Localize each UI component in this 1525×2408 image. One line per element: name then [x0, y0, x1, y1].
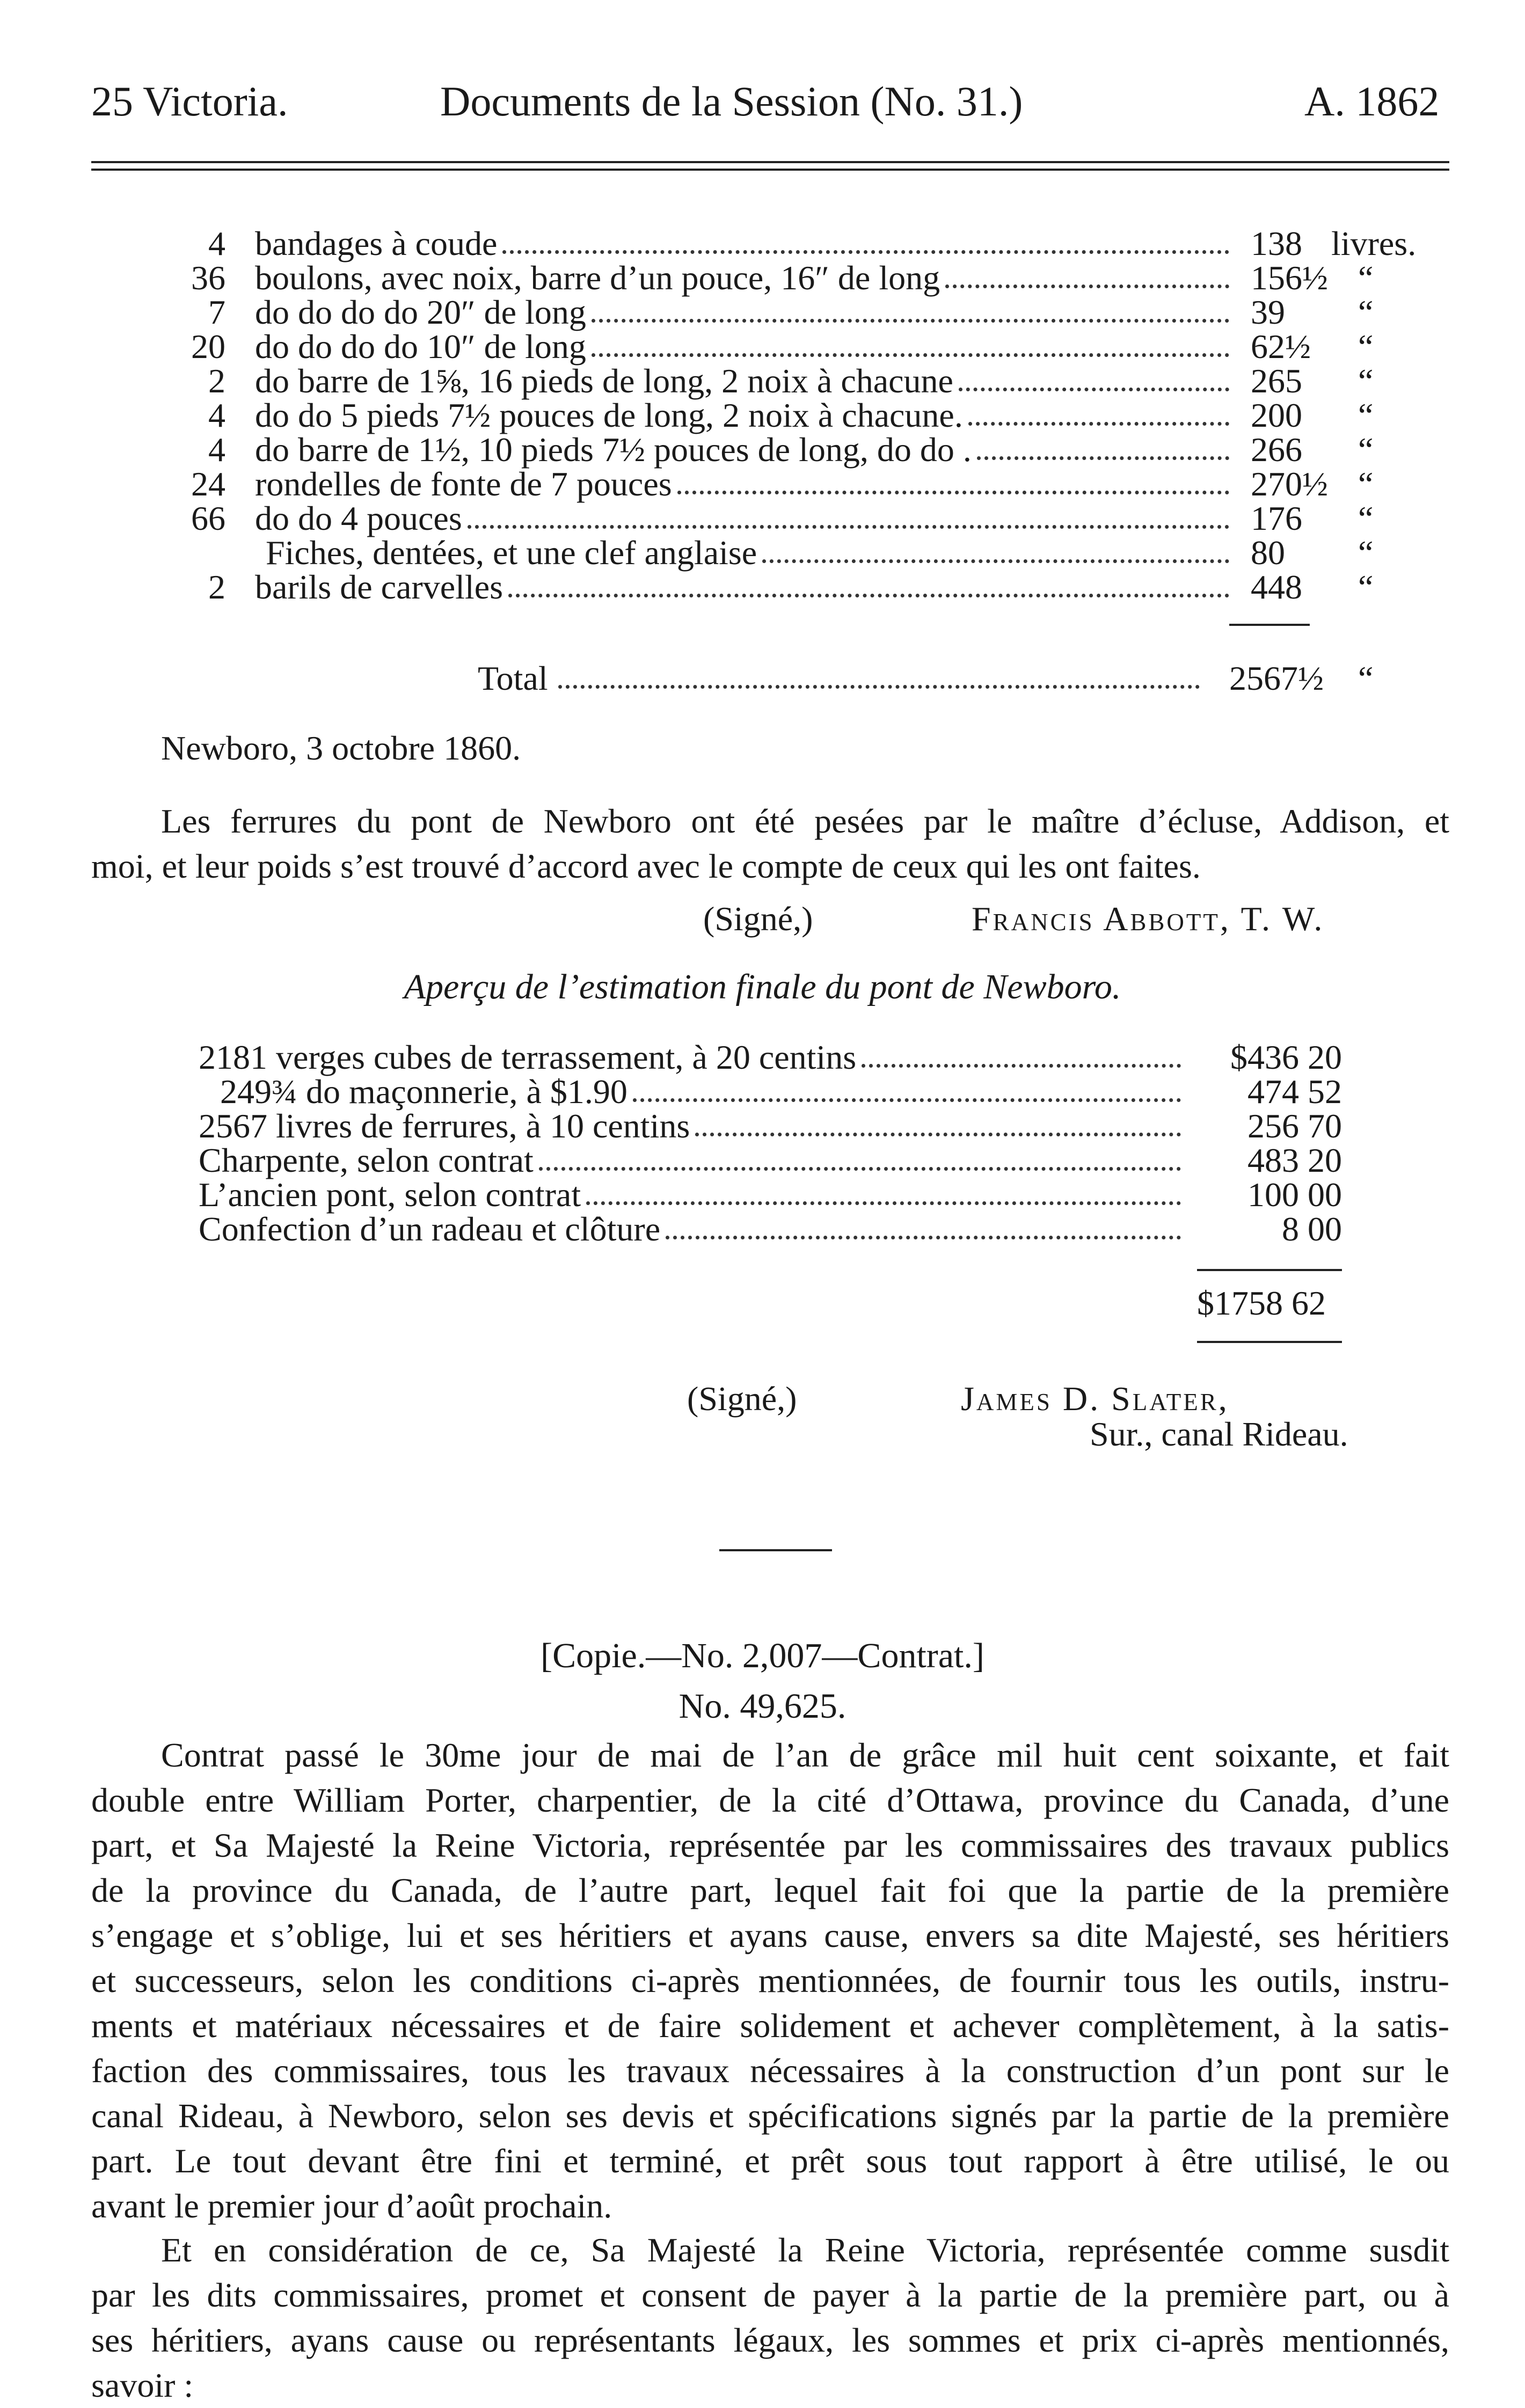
paragraph-line: par les dits commissaires, promet et consent de payer à la partie de la première part, ou à — [91, 2276, 1449, 2314]
item-weight: 200 — [1251, 396, 1302, 434]
item-leader — [762, 559, 1229, 563]
header-center: Documents de la Session (No. 31.) — [440, 78, 1023, 125]
item-unit: “ — [1358, 499, 1374, 537]
item-description: do do 4 pouces — [255, 499, 462, 537]
paragraph-line: ments et matériaux nécessaires et de faire solidement et achever complètement, à la satis- — [91, 2006, 1449, 2045]
item-unit: “ — [1358, 259, 1374, 297]
estimate-leader — [633, 1098, 1181, 1102]
estimate-rule-bottom — [1197, 1341, 1342, 1343]
item-weight: 266 — [1251, 430, 1302, 469]
total-leader — [558, 685, 1200, 689]
item-qty: 66 — [191, 499, 225, 537]
signature2-title: Sur., canal Rideau. — [1090, 1415, 1348, 1453]
item-leader — [502, 250, 1229, 254]
item-description: Fiches, dentées, et une clef anglaise — [266, 534, 757, 572]
estimate-description: 2567 livres de ferrures, à 10 centins — [199, 1107, 690, 1145]
item-unit: “ — [1358, 396, 1374, 434]
estimate-description: Charpente, selon contrat — [199, 1141, 534, 1179]
item-unit: “ — [1358, 534, 1374, 572]
item-leader — [468, 525, 1229, 529]
item-leader — [977, 456, 1229, 460]
item-weight: 138 — [1251, 224, 1302, 262]
item-qty: 4 — [208, 396, 225, 434]
paragraph-line: part, et Sa Majesté la Reine Victoria, représentée par les commissaires des travaux publics — [91, 1826, 1449, 1864]
paragraph-line: canal Rideau, à Newboro, selon ses devis et spécifications signés par la partie de la première — [91, 2097, 1449, 2135]
total-weight: 2567½ — [1229, 659, 1324, 697]
paragraph-line: ses héritiers, ayans cause ou représentants légaux, les sommes et prix ci-après mentionnés, — [91, 2321, 1449, 2359]
estimate-description: 249¾ do maçonnerie, à $1.90 — [220, 1072, 627, 1111]
item-weight: 156½ — [1251, 259, 1328, 297]
item-weight: 39 — [1251, 293, 1285, 331]
signature2-name: James D. Slater, — [961, 1380, 1229, 1418]
item-weight: 265 — [1251, 362, 1302, 400]
estimate-amount: 8 00 — [1282, 1210, 1342, 1248]
item-leader — [945, 284, 1229, 288]
item-qty: 36 — [191, 259, 225, 297]
header-right: A. 1862 — [1304, 78, 1440, 125]
paragraph-line: avant le premier jour d’août prochain. — [91, 2187, 612, 2225]
item-unit: “ — [1358, 568, 1374, 606]
contract-number: No. 49,625. — [678, 1687, 847, 1726]
item-weight: 270½ — [1251, 465, 1328, 503]
estimate-total: $1758 62 — [1197, 1284, 1326, 1322]
item-qty: 24 — [191, 465, 225, 503]
paragraph-line: Et en considération de ce, Sa Majesté la Reine Victoria, représentée comme susdit — [161, 2231, 1449, 2269]
estimate-rule-top — [1197, 1269, 1342, 1271]
item-unit: “ — [1358, 430, 1374, 469]
item-weight: 448 — [1251, 568, 1302, 606]
signature1-signed: (Signé,) — [703, 900, 813, 938]
item-weight: 62½ — [1251, 327, 1311, 366]
estimate-amount: 474 52 — [1247, 1072, 1342, 1111]
item-unit: “ — [1358, 293, 1374, 331]
total-label: Total — [478, 659, 548, 697]
total-rule — [1229, 624, 1310, 626]
copy-heading: [Copie.—No. 2,007—Contrat.] — [541, 1636, 984, 1675]
header-left: 25 Victoria. — [91, 78, 288, 125]
total-unit: “ — [1358, 659, 1374, 697]
item-weight: 80 — [1251, 534, 1285, 572]
statement-line: moi, et leur poids s’est trouvé d’accord avec le compte de ceux qui les ont faites. — [91, 847, 1201, 885]
place-date: Newboro, 3 octobre 1860. — [161, 729, 521, 767]
item-qty: 2 — [208, 568, 225, 606]
item-leader — [959, 388, 1229, 391]
paragraph-line: part. Le tout devant être fini et terminé, et prêt sous tout rapport à être utilisé, le ou — [91, 2142, 1449, 2180]
estimate-leader — [586, 1201, 1181, 1205]
estimate-leader — [539, 1167, 1181, 1171]
item-leader — [677, 491, 1229, 494]
section-divider — [719, 1549, 832, 1551]
estimate-amount: 100 00 — [1247, 1176, 1342, 1214]
paragraph-line: faction des commissaires, tous les travaux nécessaires à la construction d’un pont sur le — [91, 2052, 1449, 2090]
item-weight: 176 — [1251, 499, 1302, 537]
estimate-description: Confection d’un radeau et clôture — [199, 1210, 661, 1248]
paragraph-line: savoir : — [91, 2366, 194, 2404]
item-unit: livres. — [1331, 224, 1417, 262]
paragraph-line: Contrat passé le 30me jour de mai de l’an de grâce mil huit cent soixante, et fait — [161, 1736, 1449, 1774]
item-leader — [592, 319, 1229, 323]
item-unit: “ — [1358, 362, 1374, 400]
item-description: do barre de 1½, 10 pieds 7½ pouces de long, do do . — [255, 430, 972, 469]
paragraph-line: double entre William Porter, charpentier, de la cité d’Ottawa, province du Canada, d’une — [91, 1781, 1449, 1819]
item-description: do do 5 pieds 7½ pouces de long, 2 noix à chacune. — [255, 396, 963, 434]
item-description: bandages à coude — [255, 224, 498, 262]
item-qty: 7 — [208, 293, 225, 331]
item-description: barils de carvelles — [255, 568, 503, 606]
weighing-statement — [91, 799, 1449, 889]
item-leader — [592, 353, 1229, 357]
header-rule-bottom — [91, 169, 1449, 171]
estimate-leader — [695, 1133, 1181, 1136]
item-qty: 20 — [191, 327, 225, 366]
item-unit: “ — [1358, 465, 1374, 503]
item-description: rondelles de fonte de 7 pouces — [255, 465, 672, 503]
item-qty: 4 — [208, 224, 225, 262]
item-description: do do do do 10″ de long — [255, 327, 586, 366]
estimate-leader — [862, 1064, 1181, 1068]
signature2-signed: (Signé,) — [687, 1380, 797, 1418]
item-leader — [508, 594, 1229, 597]
estimate-description: L’ancien pont, selon contrat — [199, 1176, 581, 1214]
item-leader — [968, 422, 1229, 426]
paragraph-line: s’engage et s’oblige, lui et ses héritiers et ayans cause, envers sa dite Majesté, ses héritiers — [91, 1916, 1449, 1954]
estimate-title: Aperçu de l’estimation finale du pont de Newboro. — [404, 967, 1121, 1006]
item-description: boulons, avec noix, barre d’un pouce, 16″ de long — [255, 259, 940, 297]
item-unit: “ — [1358, 327, 1374, 366]
paragraph-line: et successeurs, selon les conditions ci-après mentionnées, de fournir tous les outils, instru- — [91, 1961, 1449, 2000]
header-rule-top — [91, 161, 1449, 163]
signature1-name: Francis Abbott, T. W. — [972, 900, 1325, 938]
contract-paragraph-1 — [91, 1733, 1449, 2229]
estimate-leader — [666, 1236, 1181, 1239]
item-description: do barre de 1⅝, 16 pieds de long, 2 noix à chacune — [255, 362, 953, 400]
paragraph-line: de la province du Canada, de l’autre part, lequel fait foi que la partie de la première — [91, 1871, 1449, 1909]
item-qty: 2 — [208, 362, 225, 400]
item-description: do do do do 20″ de long — [255, 293, 586, 331]
estimate-amount: $436 20 — [1230, 1038, 1342, 1076]
statement-line: Les ferrures du pont de Newboro ont été pesées par le maître d’écluse, Addison, et — [161, 802, 1449, 840]
estimate-amount: 483 20 — [1247, 1141, 1342, 1179]
item-qty: 4 — [208, 430, 225, 469]
estimate-description: 2181 verges cubes de terrassement, à 20 centins — [199, 1038, 857, 1076]
estimate-amount: 256 70 — [1247, 1107, 1342, 1145]
